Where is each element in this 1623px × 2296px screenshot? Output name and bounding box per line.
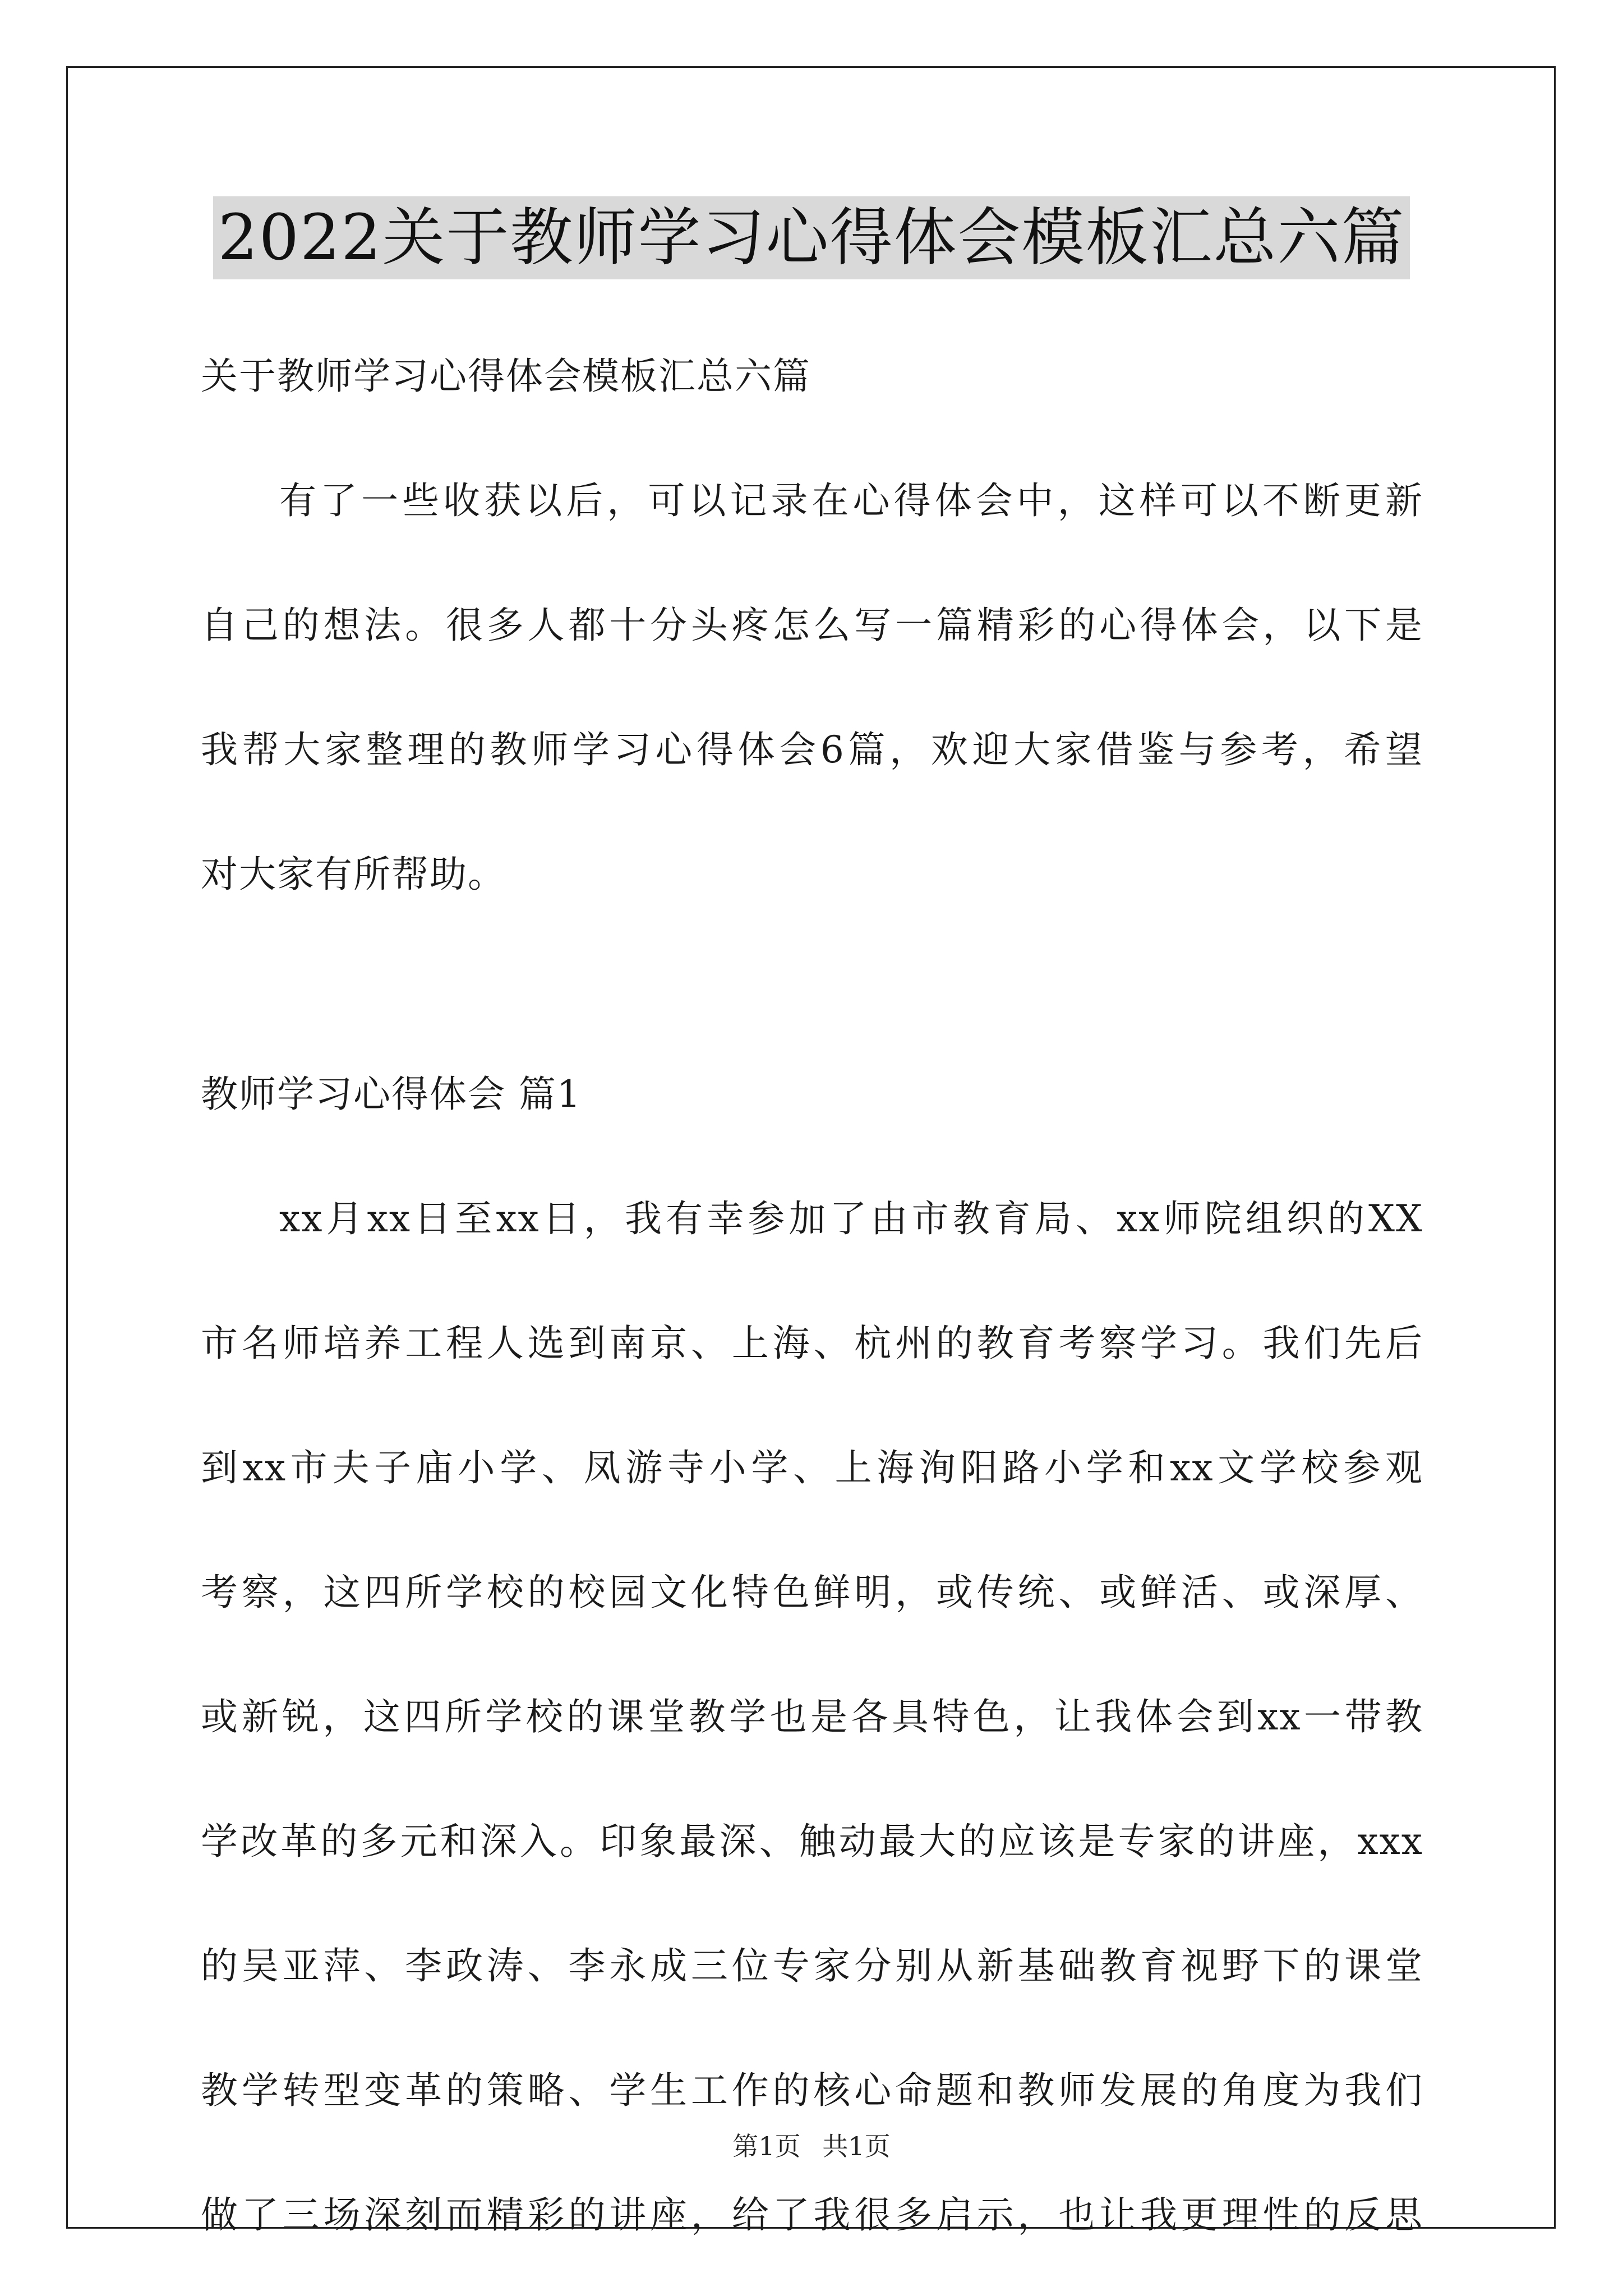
document-title: 2022关于教师学习心得体会模板汇总六篇 bbox=[213, 196, 1409, 279]
page-footer bbox=[0, 2126, 1623, 2163]
page-number-current: 第1页 bbox=[732, 2131, 801, 2161]
document-body bbox=[201, 314, 1423, 2277]
body-line: 市名师培养工程人选到南京、上海、杭州的教育考察学习。我们先后 bbox=[201, 1322, 1423, 1365]
body-line: 的吴亚萍、李政涛、李永成三位专家分别从新基础教育视野下的课堂 bbox=[201, 1944, 1423, 1987]
intro-line: 对大家有所帮助。 bbox=[201, 853, 506, 896]
body-line: 到xx市夫子庙小学、凤游寺小学、上海洵阳路小学和xx文学校参观 bbox=[201, 1446, 1423, 1489]
spacer bbox=[201, 937, 1423, 1032]
body-line: 教学转型变革的策略、学生工作的核心命题和教师发展的角度为我们 bbox=[201, 2069, 1423, 2112]
body-line: 学改革的多元和深入。印象最深、触动最大的应该是专家的讲座，xxx bbox=[201, 1820, 1423, 1863]
section-heading: 教师学习心得体会 篇1 bbox=[201, 1073, 582, 1116]
intro-line: 有了一些收获以后，可以记录在心得体会中，这样可以不断更新 bbox=[279, 479, 1423, 522]
page-number-total: 共1页 bbox=[822, 2131, 891, 2161]
title-container bbox=[0, 196, 1623, 279]
document-subtitle: 关于教师学习心得体会模板汇总六篇 bbox=[201, 355, 811, 398]
intro-line: 我帮大家整理的教师学习心得体会6篇，欢迎大家借鉴与参考，希望 bbox=[201, 728, 1423, 771]
body-line: 考察，这四所学校的校园文化特色鲜明，或传统、或鲜活、或深厚、 bbox=[201, 1571, 1423, 1614]
body-line: 做了三场深刻而精彩的讲座，给了我很多启示，也让我更理性的反思 bbox=[201, 2193, 1423, 2237]
body-line: xx月xx日至xx日，我有幸参加了由市教育局、xx师院组织的XX bbox=[279, 1197, 1423, 1240]
body-line: 或新锐，这四所学校的课堂教学也是各具特色，让我体会到xx一带教 bbox=[201, 1695, 1423, 1738]
intro-line: 自己的想法。很多人都十分头疼怎么写一篇精彩的心得体会，以下是 bbox=[201, 604, 1423, 647]
